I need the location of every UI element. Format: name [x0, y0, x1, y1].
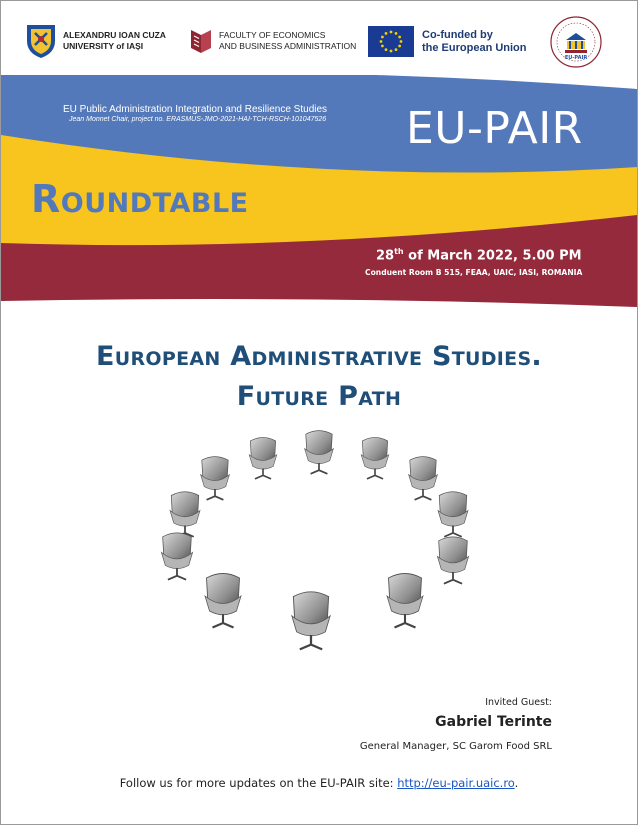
guest-role: General Manager, SC Garom Food SRL [359, 741, 552, 752]
chair-seal-logo [549, 15, 603, 69]
faculty-logo [189, 27, 356, 55]
event-type: Roundtable [31, 177, 249, 221]
university-name: ALEXANDRU IOAN CUZA UNIVERSITY of IAȘI [63, 30, 166, 51]
header-logos [1, 1, 637, 75]
event-date: 28th of March 2022, 5.00 PM [376, 247, 582, 264]
eu-pair-site-link[interactable]: http://eu-pair.uaic.ro [397, 776, 515, 790]
program-name: EU Public Administration Integration and Resilience Studies [63, 104, 328, 115]
university-shield-icon [25, 23, 57, 59]
project-number: Jean Monnet Chair, project no. ERASMUS-JMO-2021-HAI-TCH-RSCH-101047526 [69, 116, 327, 123]
svg-text:EU-PAIR: EU-PAIR [564, 55, 588, 61]
eu-logo [368, 26, 527, 57]
invited-guest-label: Invited Guest: [485, 697, 552, 708]
seal-icon [549, 15, 603, 69]
event-venue: Conduent Room B 515, FEAA, UAIC, IASI, ROMANIA [365, 268, 583, 277]
follow-us-line: Follow us for more updates on the EU-PAIR site: http://eu-pair.uaic.ro. [119, 776, 519, 790]
eu-cofunded-text: Co-funded by the European Union [422, 28, 527, 54]
guest-name: Gabriel Terinte [435, 714, 552, 730]
university-logo [25, 23, 166, 59]
faculty-name: FACULTY OF ECONOMICS AND BUSINESS ADMINISTRATION [219, 30, 357, 51]
roundtable-title: European Administrative Studies. Future Path [96, 341, 542, 412]
chairs-circle-illustration [151, 429, 487, 654]
eu-flag-icon [368, 26, 414, 57]
eu-pair-acronym: EU-PAIR [406, 103, 583, 154]
faculty-book-icon [189, 27, 213, 55]
